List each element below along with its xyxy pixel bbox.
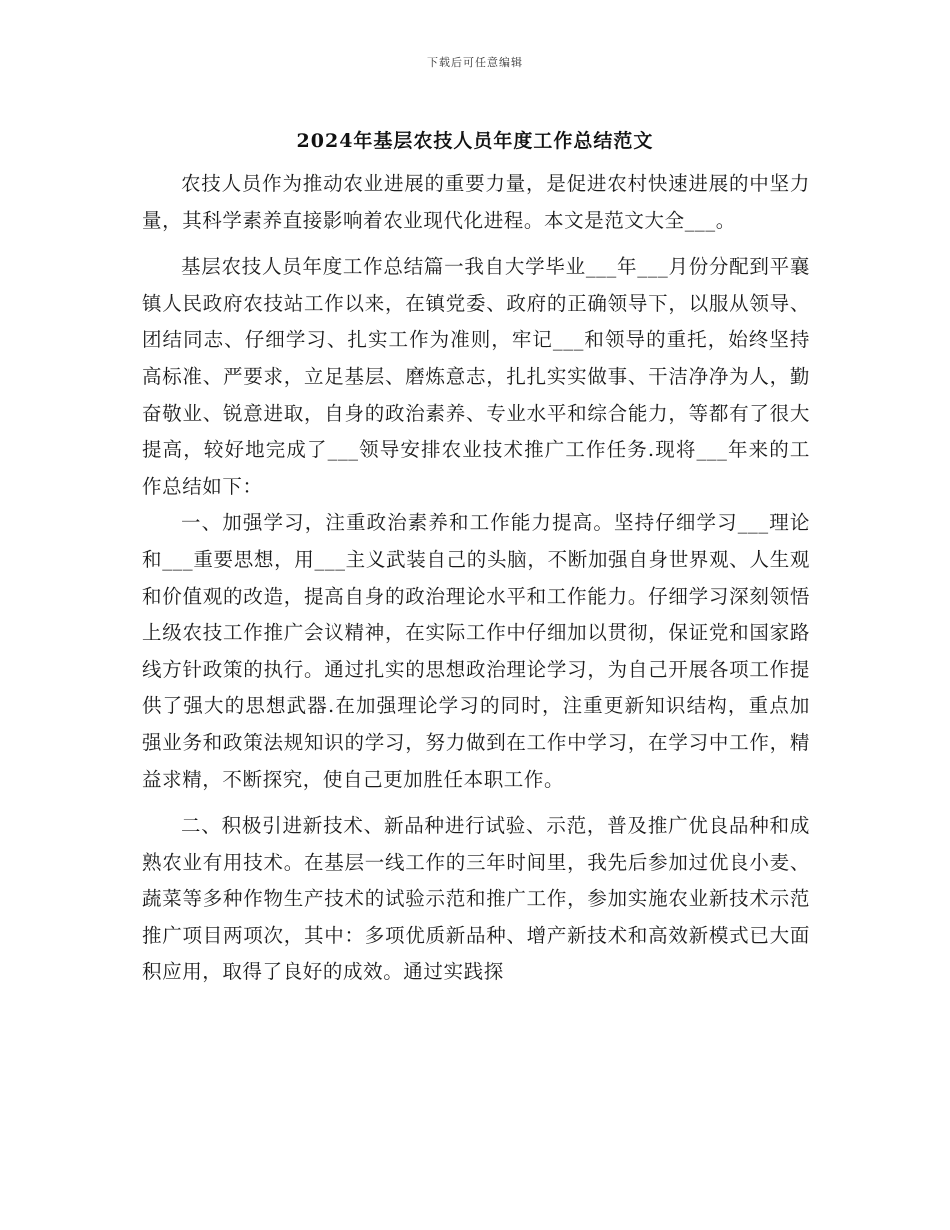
- document-title: 2024年基层农技人员年度工作总结范文: [296, 130, 654, 152]
- page-header-note: 下载后可任意编辑: [427, 56, 523, 69]
- paragraph-section-two-technology: 二、积极引进新技术、新品种进行试验、示范，普及推广优良品种和成熟农业有用技术。在基层一线工作的三年时间里，我先后参加过优良小麦、蔬菜等多种作物生产技术的试验示范和推广工作，参加实施农业新技术示范推广项目两项次，其中：多项优质新品种、增产新技术和高效新模式已大面积应用，取得了良好的成效。通过实践探: [142, 814, 810, 984]
- paragraph-section-one-learning: 一、加强学习，注重政治素养和工作能力提高。坚持仔细学习___理论和___重要思想，用___主义武装自己的头脑，不断加强自身世界观、人生观和价值观的改造，提高自身的政治理论水平和工作能力。仔细学习深刻领悟上级农技工作推广会议精神，在实际工作中仔细加以贯彻，保证党和国家路线方针政策的执行。通过扎实的思想政治理论学习，为自己开展各项工作提供了强大的思想武器.在加强理论学习的同时，注重更新知识结构，重点加强业务和政策法规知识的学习，努力做到在工作中学习，在学习中工作，精益求精，不断探究，使自己更加胜任本职工作。: [142, 511, 810, 791]
- paragraph-summary-part-one: 基层农技人员年度工作总结篇一我自大学毕业___年___月份分配到平襄镇人民政府农技站工作以来，在镇党委、政府的正确领导下，以服从领导、团结同志、仔细学习、扎实工作为准则，牢记___和领导的重托，始终坚持高标准、严要求，立足基层、磨炼意志，扎扎实实做事、干洁净净为人，勤奋敬业、锐意进取，自身的政治素养、专业水平和综合能力，等都有了很大提高，较好地完成了___领导安排农业技术推广工作任务.现将___年来的工作总结如下：: [142, 255, 810, 498]
- document-body: [142, 166, 810, 991]
- paragraph-intro: 农技人员作为推动农业进展的重要力量，是促进农村快速进展的中坚力量，其科学素养直接影响着农业现代化进程。本文是范文大全___。: [142, 172, 810, 232]
